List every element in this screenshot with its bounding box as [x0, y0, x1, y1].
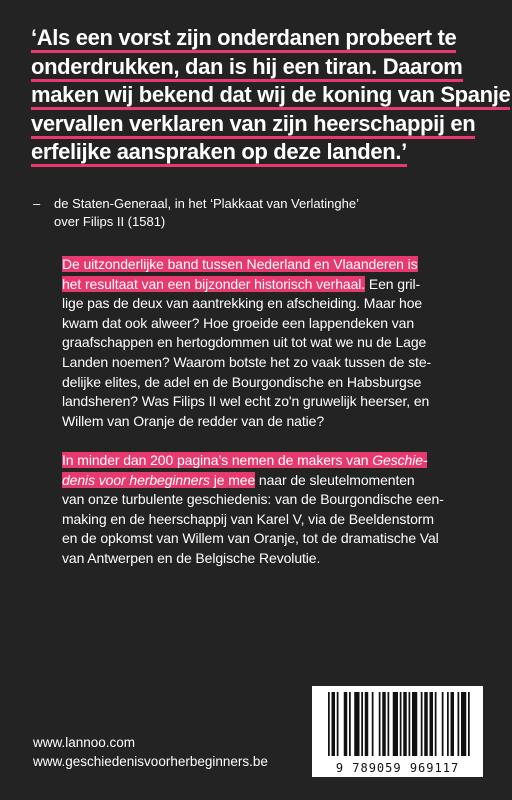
barcode-bar — [458, 692, 460, 756]
barcode-bar — [354, 692, 359, 756]
barcode-bar — [400, 692, 402, 756]
barcode-bar — [447, 692, 449, 756]
barcode-bar — [430, 692, 434, 756]
quote-line: ‘Als een vorst zijn onderdanen probeert te — [31, 24, 491, 53]
highlighted-text: denis voor herbeginners je mee — [62, 471, 256, 488]
attribution-line: de Staten-Generaal, in het ‘Plakkaat van Verlatinghe’ — [54, 196, 359, 211]
quote-line: vervallen verklaren van zijn heerschappij en — [31, 110, 491, 139]
barcode-bar — [372, 692, 374, 756]
cover-quote — [31, 24, 511, 167]
barcode-bar — [332, 692, 336, 756]
barcode-bar — [382, 692, 386, 756]
barcode-bar — [393, 692, 398, 756]
barcode-bar — [361, 692, 363, 756]
barcode-bar — [365, 692, 369, 756]
barcode-bar — [409, 692, 411, 756]
quote-line: erfelijke aanspraken op deze landen.’ — [31, 138, 491, 167]
publisher-footer — [33, 733, 268, 771]
barcode-bar — [337, 692, 339, 756]
barcode-bar — [388, 692, 390, 756]
barcode-bar — [412, 692, 417, 756]
quote-attribution — [33, 195, 473, 231]
barcode-bar — [424, 692, 428, 756]
publisher-url: www.lannoo.com — [33, 735, 136, 750]
barcode-bar — [435, 692, 437, 756]
blurb-paragraph-2: In minder dan 200 pagina’s nemen de makers van Geschie- denis voor herbeginners je mee naar de sleutelmomenten van onze turbulente geschiedenis: van de Bourgondische een- making en de heerschappij van Karel V, via de Beeldenstorm en de opkomst van Willem van Oranje, tot de dramatische Val van Antwerpen en de Belgische Revolutie. — [62, 452, 444, 566]
blurb-paragraph-1: De uitzonderlijke band tussen Nederland en Vlaanderen is het resultaat van een bijzonder historisch verhaal. Een gril- lige pas de deux van aantrekking en afscheiding. Maar hoe kwam dat ook alweer? Hoe groeide een lappendeken van graafschappen en hertogdommen uit tot wat we nu de Lage Landen noemen? Waarom botste het zo vaak tussen de ste- delijke elites, de adel en de Bourgondische en Habsburgse landsheren? Was Filips II wel echt zo'n gruwelijk heerser, en Willem van Oranje de redder van de natie? — [62, 256, 432, 429]
quote-line: onderdrukken, dan is hij een tiran. Daarom — [31, 53, 491, 82]
highlighted-text: het resultaat van een bijzonder historisch verhaal. — [62, 275, 366, 292]
barcode-bar — [403, 692, 407, 756]
attribution-line: over Filips II (1581) — [54, 214, 166, 229]
barcode-bars — [312, 686, 483, 760]
barcode-bar — [344, 692, 348, 756]
highlighted-text: De uitzonderlijke band tussen Nederland en Vlaanderen is — [62, 256, 418, 272]
barcode-bar — [349, 692, 351, 756]
barcode-bar — [451, 692, 455, 756]
isbn-digits: 9 789059 969117 — [335, 761, 460, 775]
barcode-bar — [379, 692, 381, 756]
barcode-bar — [328, 692, 330, 756]
isbn-barcode — [312, 686, 483, 777]
quote-line: maken wij bekend dat wij de koning van Spanje — [31, 81, 491, 110]
barcode-bar — [442, 692, 444, 756]
highlighted-text: In minder dan 200 pagina’s nemen de makers van Geschie- — [62, 452, 428, 468]
barcode-bar — [421, 692, 423, 756]
book-website-url: www.geschiedenisvoorherbeginners.be — [33, 754, 268, 769]
attribution-dash: – — [33, 196, 41, 211]
barcode-bar — [461, 692, 466, 756]
barcode-bar — [468, 692, 470, 756]
